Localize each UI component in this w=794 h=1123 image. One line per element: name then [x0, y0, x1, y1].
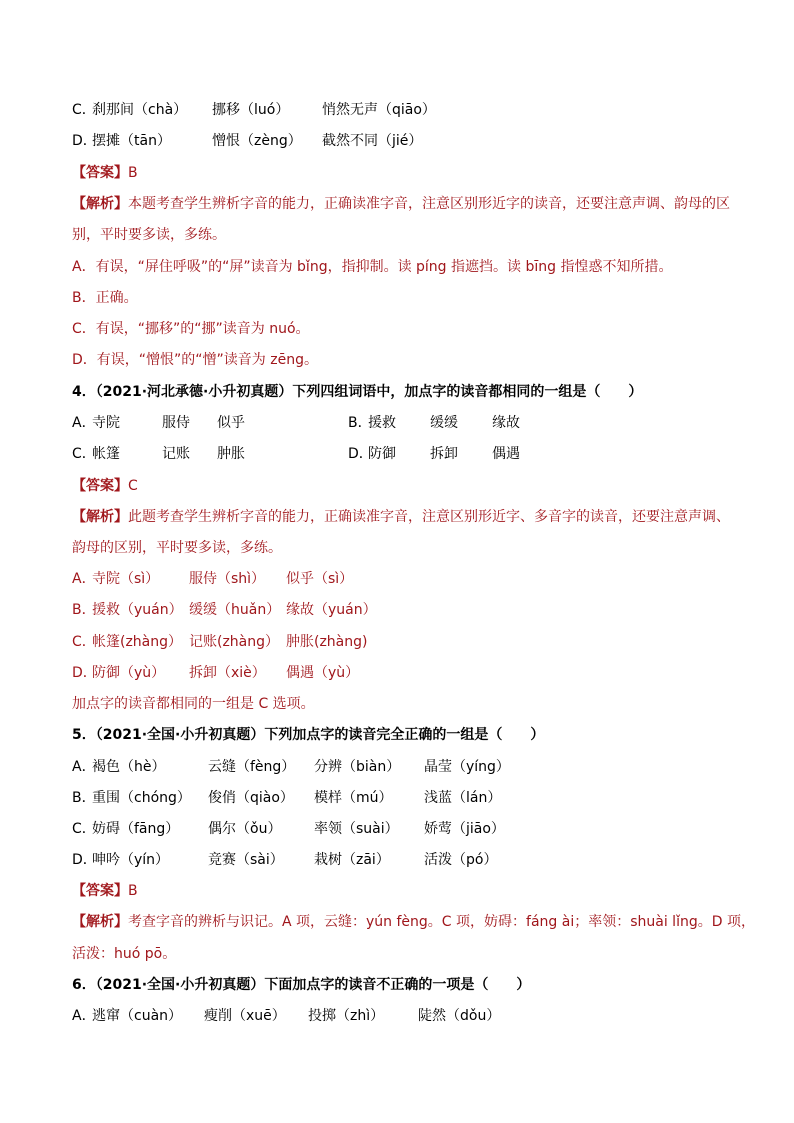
option-label: B． — [72, 602, 96, 618]
option-item: 缓缓（huǎn） — [189, 602, 281, 618]
option-item: 帐篷(zhàng） — [92, 634, 183, 650]
analysis-tag: 【解析】 — [72, 196, 128, 212]
option-label: C． — [72, 634, 96, 650]
option-item: 偶遇 — [492, 446, 520, 462]
q4-analysis — [72, 502, 734, 564]
q5-analysis — [72, 912, 755, 932]
option-item: 截然不同（jié） — [322, 133, 423, 149]
q5-option-a — [72, 757, 734, 777]
q4-answer — [72, 476, 734, 496]
option-label: A． — [72, 1008, 96, 1024]
option-item: 防御 — [368, 446, 396, 462]
option-item: 重围（chóng） — [92, 790, 191, 806]
analysis-tag: 【解析】 — [72, 914, 128, 930]
option-item: 妨碍（fāng） — [92, 821, 180, 837]
option-item: 寺院（sì） — [92, 571, 160, 587]
q5-analysis-cont: 活泼：huó pō。 — [72, 946, 177, 962]
option-label: C． — [72, 446, 96, 462]
q5-option-c — [72, 819, 734, 839]
option-label: C． — [72, 821, 96, 837]
option-item: 云缝（fèng） — [208, 759, 296, 775]
q6-stem: 6．（2021·全国·小升初真题）下面加点字的读音不正确的一项是（ ） — [72, 977, 531, 993]
option-item: 俊俏（qiào） — [208, 790, 294, 806]
q6-option-a — [72, 1006, 734, 1026]
option-item: 憎恨（zèng） — [212, 133, 302, 149]
option-label: C． — [72, 102, 96, 118]
option-item: 似乎 — [217, 415, 245, 431]
option-label: A． — [72, 415, 96, 431]
option-item: 缘故（yuán） — [286, 602, 377, 618]
q4-analysis-d — [72, 663, 734, 683]
option-item: 拆卸（xiè） — [189, 665, 266, 681]
option-item: 率领（suài） — [314, 821, 399, 837]
option-item: 挪移（luó） — [212, 102, 290, 118]
option-item: 似乎（sì） — [286, 571, 354, 587]
answer-tag: 【答案】 — [72, 165, 128, 181]
analysis-tag: 【解析】 — [72, 509, 128, 525]
option-item: 浅蓝（lán） — [424, 790, 502, 806]
option-item: 偶尔（ǒu） — [208, 821, 282, 837]
q5-answer — [72, 881, 734, 901]
option-item: 褐色（hè） — [92, 759, 166, 775]
option-item: 陡然（dǒu） — [418, 1008, 501, 1024]
q5-stem: 5．（2021·全国·小升初真题）下列加点字的读音完全正确的一组是（ ） — [72, 727, 545, 743]
option-item: 记账(zhàng） — [189, 634, 280, 650]
option-label: A． — [72, 759, 96, 775]
q4-analysis-b — [72, 600, 734, 620]
option-item: 刹那间（chà） — [92, 102, 188, 118]
q5-option-b — [72, 788, 734, 808]
option-item: 竞赛（sài） — [208, 852, 284, 868]
option-label: B． — [348, 415, 372, 431]
q4-analysis-a — [72, 569, 734, 589]
analysis-text: 本题考查学生辨析字音的能力，正确读准字音，注意区别形近字的读音，还要注意声调、韵母的区别，平时要多读，多练。 — [72, 196, 730, 243]
q5-option-d — [72, 850, 734, 870]
q4-options-ab — [72, 413, 734, 433]
option-label: D． — [72, 852, 97, 868]
option-label: D． — [72, 665, 97, 681]
option-item: 援救（yuán） — [92, 602, 183, 618]
q4-option-c — [72, 444, 348, 464]
option-label: B． — [72, 790, 96, 806]
option-item: 拆卸 — [430, 446, 458, 462]
answer-tag: 【答案】 — [72, 478, 128, 494]
option-item: 肿胀 — [217, 446, 245, 462]
option-item: 逃窜（cuàn） — [92, 1008, 183, 1024]
q4-option-d — [348, 444, 520, 464]
q3-option-c — [72, 100, 734, 120]
option-item: 分辨（biàn） — [314, 759, 401, 775]
option-item: 投掷（zhì） — [308, 1008, 385, 1024]
option-label: D． — [72, 133, 97, 149]
option-item: 摆摊（tān） — [92, 133, 171, 149]
option-item: 服侍（shì） — [189, 571, 266, 587]
q3-answer — [72, 163, 734, 183]
option-item: 呻吟（yín） — [92, 852, 170, 868]
answer-value: B — [128, 165, 138, 181]
option-label: A． — [72, 571, 96, 587]
option-item: 瘦削（xuē） — [204, 1008, 286, 1024]
q4-conclusion: 加点字的读音都相同的一组是 C 选项。 — [72, 696, 315, 712]
option-item: 悄然无声（qiāo） — [322, 102, 436, 118]
option-label: D． — [348, 446, 373, 462]
option-item: 记账 — [162, 446, 190, 462]
option-item: 缘故 — [492, 415, 520, 431]
option-item: 缓缓 — [430, 415, 458, 431]
q3-option-d — [72, 131, 734, 151]
option-item: 活泼（pó） — [424, 852, 498, 868]
option-item: 防御（yù） — [92, 665, 166, 681]
option-item: 模样（mú） — [314, 790, 393, 806]
q4-analysis-c — [72, 632, 734, 652]
answer-value: B — [128, 883, 138, 899]
option-item: 偶遇（yù） — [286, 665, 360, 681]
q4-stem: 4．（2021·河北承德·小升初真题）下列四组词语中，加点字的读音都相同的一组是（ ） — [72, 384, 643, 400]
option-item: 栽树（zāi） — [314, 852, 390, 868]
option-item: 服侍 — [162, 415, 190, 431]
q3-analysis-d: D．有误，“憎恨”的“憎”读音为 zēng。 — [72, 352, 318, 368]
option-item: 肿胀(zhàng) — [286, 634, 368, 650]
answer-value: C — [128, 478, 138, 494]
q4-options-cd — [72, 444, 734, 464]
option-item: 帐篷 — [92, 446, 120, 462]
analysis-text: 此题考查学生辨析字音的能力，正确读准字音，注意区别形近字、多音字的读音，还要注意声调、韵母的区别，平时要多读，多练。 — [72, 509, 730, 556]
q4-option-b — [348, 413, 520, 433]
q3-analysis-a: A．有误，“屏住呼吸”的“屏”读音为 bǐng，指抑制。读 píng 指遮挡。读 bīng 指惶惑不知所措。 — [72, 259, 673, 275]
option-item: 寺院 — [92, 415, 120, 431]
option-item: 晶莹（yíng） — [424, 759, 510, 775]
q4-option-a — [72, 413, 348, 433]
option-item: 娇莺（jiāo） — [424, 821, 505, 837]
option-item: 援救 — [368, 415, 396, 431]
q3-analysis-c: C．有误，“挪移”的“挪”读音为 nuó。 — [72, 321, 310, 337]
analysis-text: 考查字音的辨析与识记。A 项，云缝：yún fèng。C 项，妨碍：fáng ài；率领：shuài lǐng。D 项， — [128, 914, 755, 930]
answer-tag: 【答案】 — [72, 883, 128, 899]
q3-analysis-b: B．正确。 — [72, 290, 138, 306]
q3-analysis — [72, 189, 734, 251]
